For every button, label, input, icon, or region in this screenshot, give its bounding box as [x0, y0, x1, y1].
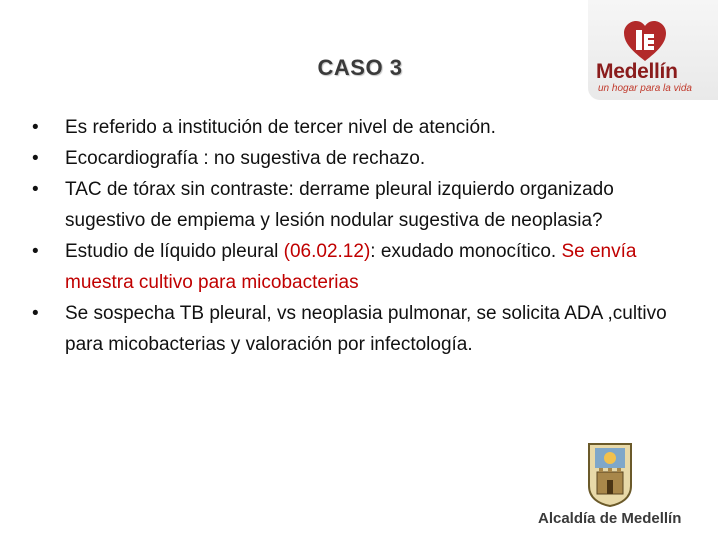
logo-tagline: un hogar para la vida — [598, 83, 692, 94]
bullet-list — [30, 112, 680, 360]
bullet-marker: • — [32, 148, 39, 169]
bullet-text: Se envía muestra cultivo para micobacterias — [65, 241, 637, 293]
medellin-logo — [588, 0, 718, 100]
bullet-item — [30, 298, 680, 360]
coat-of-arms-icon — [585, 440, 635, 508]
bullet-text: Estudio de líquido pleural — [65, 241, 284, 262]
logo-brand-text: Medellín — [596, 60, 678, 83]
bullet-item — [30, 236, 680, 298]
bullet-marker: • — [32, 117, 39, 138]
bullet-text: (06.02.12) — [283, 241, 371, 262]
slide-title: CASO 3 — [317, 55, 403, 80]
bullet-text: TAC de tórax sin contraste: derrame pleural izquierdo organizado sugestivo de empiema y lesión nodular sugestiva de neoplasia? — [65, 179, 614, 231]
bullet-text: Es referido a institución de tercer nivel de atención. — [65, 117, 496, 138]
bullet-marker: • — [32, 179, 39, 200]
bullet-item — [30, 112, 680, 143]
bullet-item — [30, 174, 680, 236]
medellin-heart-icon — [622, 18, 668, 64]
bullet-text: Ecocardiografía : no sugestiva de rechazo. — [65, 148, 426, 169]
alcaldia-logo — [530, 440, 710, 535]
bullet-text: : exudado monocítico. — [370, 241, 562, 262]
bullet-item — [30, 143, 680, 174]
alcaldia-label: Alcaldía de Medellín — [538, 510, 682, 527]
bullet-marker: • — [32, 241, 39, 262]
bullet-marker: • — [32, 303, 39, 324]
bullet-text: Se sospecha TB pleural, vs neoplasia pulmonar, se solicita ADA ,cultivo para micobacterias y valoración por infectología. — [65, 303, 667, 355]
